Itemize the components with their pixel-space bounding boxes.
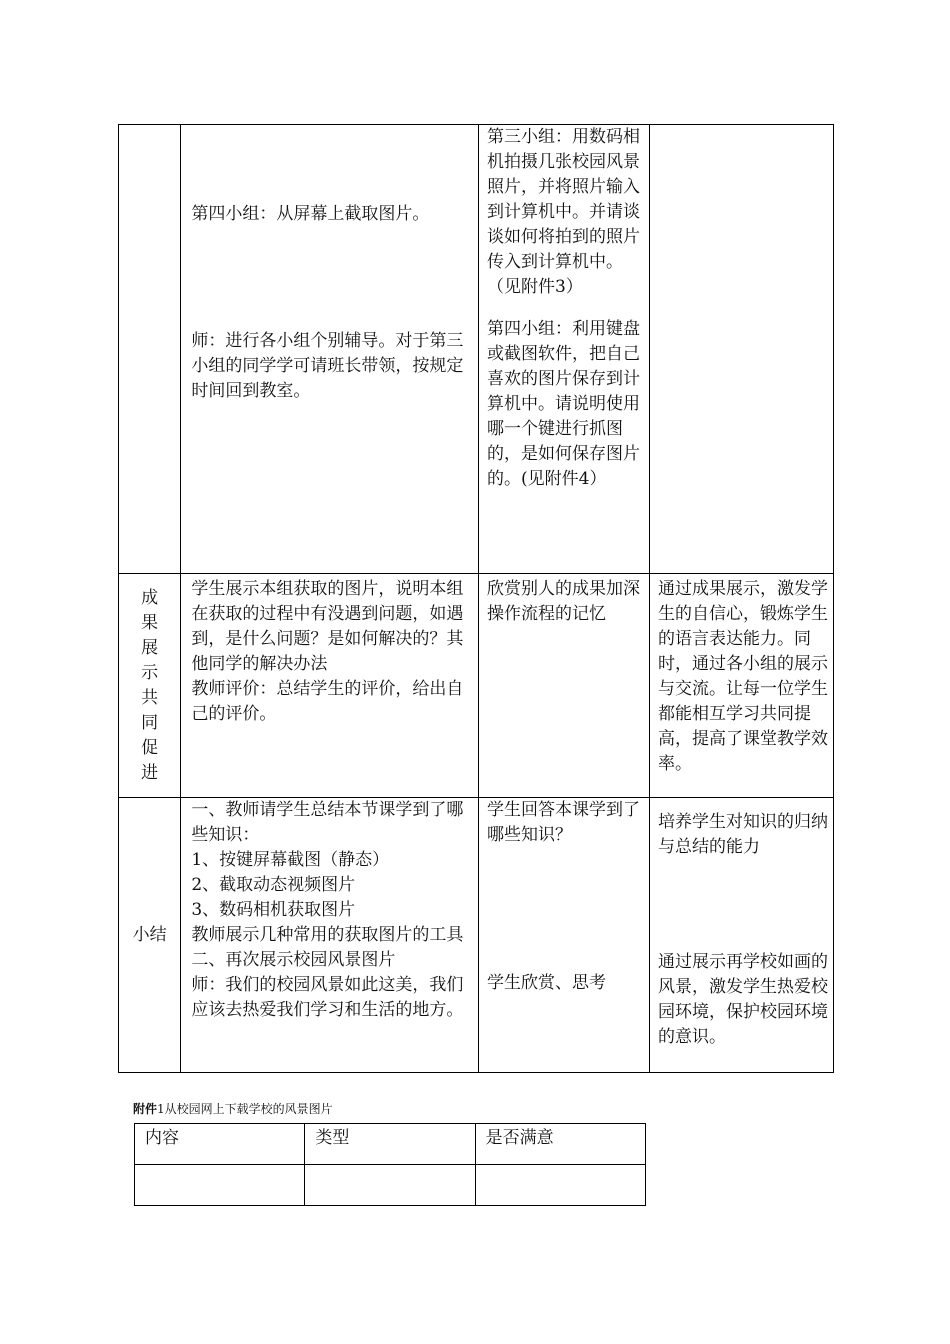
- intent-text: 通过成果展示，激发学生的自信心，锻炼学生的语言表达能力。同时，通过各小组的展示与交流。让每一位学生都能相互学习共同提高，提高了课堂教学效率。: [657, 579, 828, 774]
- teacher-activity-cell: [181, 125, 479, 574]
- teacher-text: 师：进行各小组个别辅导。对于第三小组的同学学可请班长带领，按规定时间回到教室。: [191, 331, 464, 401]
- teacher-text: 一、教师请学生总结本节课学到了哪些知识：: [191, 800, 464, 845]
- attachment-label-bold: 附件: [133, 1102, 158, 1116]
- table-cell: [305, 1165, 475, 1206]
- stage-label: 小结: [132, 924, 167, 945]
- teacher-text: 教师展示几种常用的获取图片的工具: [191, 925, 464, 945]
- table-row: [135, 1165, 646, 1206]
- student-activity-cell: [479, 125, 650, 574]
- student-text: 学生回答本课学到了哪些知识？: [487, 800, 640, 845]
- column-header: 内容: [135, 1124, 305, 1165]
- student-activity-cell: [479, 798, 650, 1073]
- teacher-text: 1、按键屏幕截图（静态）: [191, 850, 390, 870]
- table-header-row: [135, 1124, 646, 1165]
- stage-label: 成果展示共同促进: [141, 587, 159, 783]
- intent-text: 培养学生对知识的归纳与总结的能力: [657, 812, 828, 857]
- teacher-text: 3、数码相机获取图片: [191, 900, 356, 920]
- teacher-text: 教师评价：总结学生的评价，给出自己的评价。: [191, 679, 464, 724]
- stage-cell: [119, 125, 181, 574]
- intent-text: 通过展示再学校如画的风景，激发学生热爱校园环境，保护校园环境的意识。: [657, 952, 828, 1047]
- table-cell: [135, 1165, 305, 1206]
- teacher-text: 第四小组：从屏幕上截取图片。: [191, 204, 430, 224]
- student-text: 第三小组：用数码相机拍摄几张校园风景照片，并将照片输入到计算机中。并请谈谈如何将拍到的照片传入到计算机中。（见附件3）: [487, 127, 640, 297]
- attachment-label-text: 1从校园网上下载学校的风景图片: [157, 1102, 333, 1116]
- column-header: 类型: [305, 1124, 475, 1165]
- teacher-text: 师：我们的校园风景如此这美，我们应该去热爱我们学习和生活的地方。: [191, 975, 464, 1020]
- design-intent-cell: [649, 798, 833, 1073]
- stage-cell: [119, 574, 181, 798]
- table-cell: [475, 1165, 645, 1206]
- design-intent-cell: [649, 574, 833, 798]
- stage-cell: [119, 798, 181, 1073]
- student-text: 欣赏别人的成果加深操作流程的记忆: [487, 579, 640, 624]
- design-intent-cell: [649, 125, 833, 574]
- column-header: 是否满意: [475, 1124, 645, 1165]
- attachment-table: [134, 1123, 646, 1206]
- lesson-plan-table: [118, 124, 834, 1073]
- teacher-activity-cell: [181, 574, 479, 798]
- teacher-text: 2、截取动态视频图片: [191, 875, 356, 895]
- teacher-text: 二、再次展示校园风景图片: [191, 950, 396, 970]
- table-row: [119, 125, 834, 574]
- student-text: 学生欣赏、思考: [487, 973, 606, 993]
- attachment-title: [133, 1100, 333, 1118]
- student-text: 第四小组：利用键盘或截图软件，把自己喜欢的图片保存到计算机中。请说明使用哪一个键进行抓图的，是如何保存图片的。(见附件4）: [487, 319, 640, 489]
- teacher-text: 学生展示本组获取的图片，说明本组在获取的过程中有没遇到问题，如遇到，是什么问题？是如何解决的？其他同学的解决办法: [191, 579, 464, 674]
- student-activity-cell: [479, 574, 650, 798]
- table-row: [119, 798, 834, 1073]
- teacher-activity-cell: [181, 798, 479, 1073]
- table-row: [119, 574, 834, 798]
